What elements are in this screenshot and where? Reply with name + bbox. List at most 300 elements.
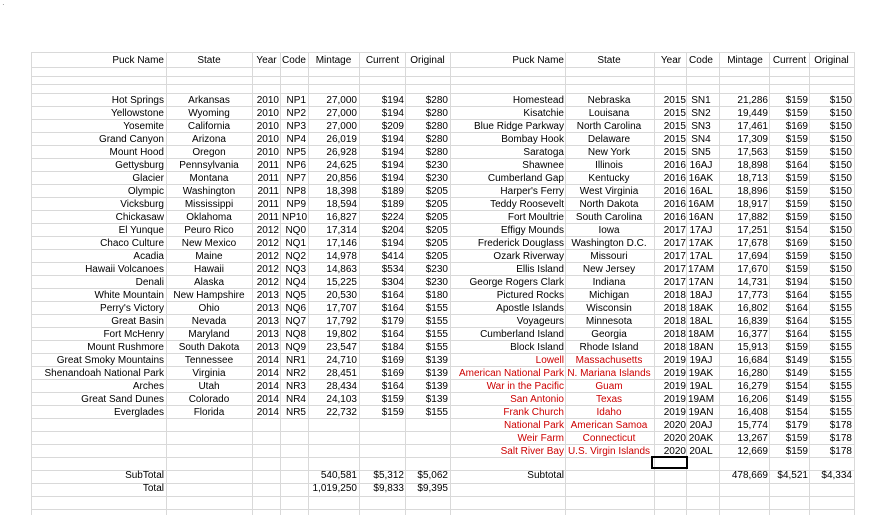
left-subtotal-current[interactable]: $5,312 [373,470,404,481]
left-cell-current[interactable]: $189 [381,199,404,210]
right-cell-code[interactable]: 19AN [688,407,714,418]
left-header-current[interactable]: Current [365,55,400,66]
left-cell-state[interactable]: Mississippi [184,199,234,210]
right-subtotal-mintage[interactable]: 478,669 [731,470,768,481]
right-cell-current[interactable]: $154 [785,225,808,236]
left-cell-name[interactable]: Mount Hood [109,147,164,158]
right-cell-original[interactable]: $150 [829,225,852,236]
left-cell-original[interactable]: $230 [425,277,448,288]
right-cell-original[interactable]: $155 [829,394,852,405]
right-cell-name[interactable]: Pictured Rocks [496,290,564,301]
left-cell-mintage[interactable]: 16,827 [326,212,357,223]
right-cell-mintage[interactable]: 14,731 [737,277,768,288]
left-cell-original[interactable]: $139 [425,355,448,366]
right-cell-year[interactable]: 2018 [663,316,686,327]
left-cell-name[interactable]: Olympic [127,186,164,197]
right-cell-name[interactable]: Effigy Mounds [500,225,564,236]
left-cell-original[interactable]: $139 [425,394,448,405]
right-cell-state[interactable]: N. Mariana Islands [567,368,651,379]
right-cell-code[interactable]: 17AJ [689,225,713,236]
right-cell-name[interactable]: Cumberland Island [480,329,564,340]
left-cell-mintage[interactable]: 23,547 [326,342,357,353]
right-cell-year[interactable]: 2017 [663,251,686,262]
right-cell-year[interactable]: 2015 [663,121,686,132]
left-cell-mintage[interactable]: 18,398 [326,186,357,197]
left-cell-current[interactable]: $164 [381,381,404,392]
right-cell-name[interactable]: Weir Farm [517,433,564,444]
right-cell-state[interactable]: Delaware [587,134,631,145]
right-cell-current[interactable]: $164 [785,290,808,301]
right-cell-original[interactable]: $150 [829,251,852,262]
left-cell-code[interactable]: NQ0 [285,225,306,236]
right-cell-year[interactable]: 2015 [663,134,686,145]
left-cell-year[interactable]: 2012 [256,238,279,249]
right-cell-original[interactable]: $150 [829,199,852,210]
right-cell-name[interactable]: Frederick Douglass [477,238,564,249]
right-cell-state[interactable]: Guam [595,381,623,392]
right-cell-mintage[interactable]: 16,280 [737,368,768,379]
left-cell-original[interactable]: $280 [425,108,448,119]
left-cell-name[interactable]: Glacier [132,173,164,184]
right-cell-original[interactable]: $178 [829,433,852,444]
right-cell-mintage[interactable]: 16,802 [737,303,768,314]
left-header-mintage[interactable]: Mintage [315,55,352,66]
left-cell-mintage[interactable]: 17,314 [326,225,357,236]
left-cell-current[interactable]: $209 [381,121,404,132]
left-cell-code[interactable]: NR2 [285,368,306,379]
right-cell-mintage[interactable]: 17,563 [737,147,768,158]
left-cell-state[interactable]: Oregon [192,147,226,158]
left-cell-name[interactable]: Grand Canyon [98,134,164,145]
left-header-code[interactable]: Code [282,55,306,66]
left-cell-state[interactable]: Ohio [198,303,220,314]
right-cell-name[interactable]: Ozark Riverway [493,251,564,262]
left-cell-current[interactable]: $194 [381,134,404,145]
right-cell-current[interactable]: $159 [785,147,808,158]
left-cell-current[interactable]: $169 [381,355,404,366]
left-cell-year[interactable]: 2013 [256,290,279,301]
right-cell-code[interactable]: 16AJ [689,160,713,171]
left-cell-current[interactable]: $164 [381,329,404,340]
left-cell-current[interactable]: $194 [381,147,404,158]
left-cell-mintage[interactable]: 27,000 [326,121,357,132]
left-cell-mintage[interactable]: 14,978 [326,251,357,262]
right-cell-name[interactable]: Bombay Hook [501,134,564,145]
left-cell-current[interactable]: $164 [381,290,404,301]
right-cell-current[interactable]: $159 [785,95,808,106]
left-cell-state[interactable]: California [187,121,231,132]
right-cell-code[interactable]: SN5 [691,147,711,158]
left-cell-original[interactable]: $205 [425,212,448,223]
left-total-original[interactable]: $9,395 [417,483,448,494]
left-cell-mintage[interactable]: 14,863 [326,264,357,275]
right-cell-year[interactable]: 2015 [663,95,686,106]
right-cell-code[interactable]: 19AM [687,394,715,405]
right-cell-year[interactable]: 2018 [663,303,686,314]
right-cell-name[interactable]: Salt River Bay [500,446,564,457]
right-cell-name[interactable]: American National Park [458,368,564,379]
left-cell-original[interactable]: $205 [425,186,448,197]
right-cell-code[interactable]: 16AK [688,173,714,184]
left-cell-mintage[interactable]: 27,000 [326,95,357,106]
right-cell-state[interactable]: Nebraska [587,95,631,106]
left-cell-mintage[interactable]: 26,928 [326,147,357,158]
left-cell-current[interactable]: $414 [381,251,404,262]
selected-cell[interactable] [651,456,688,469]
right-cell-state[interactable]: American Samoa [570,420,648,431]
left-cell-original[interactable]: $205 [425,225,448,236]
right-cell-original[interactable]: $150 [829,108,852,119]
right-cell-current[interactable]: $159 [785,186,808,197]
left-cell-original[interactable]: $230 [425,264,448,275]
right-cell-name[interactable]: Frank Church [503,407,564,418]
left-cell-current[interactable]: $194 [381,173,404,184]
right-cell-code[interactable]: 19AK [688,368,714,379]
left-cell-name[interactable]: Arches [132,381,164,392]
right-cell-current[interactable]: $164 [785,316,808,327]
right-cell-mintage[interactable]: 17,461 [737,121,768,132]
right-cell-state[interactable]: U.S. Virgin Islands [567,446,651,457]
left-cell-code[interactable]: NQ1 [285,238,306,249]
right-cell-mintage[interactable]: 17,882 [737,212,768,223]
left-cell-code[interactable]: NR1 [285,355,306,366]
right-cell-year[interactable]: 2017 [663,225,686,236]
right-cell-state[interactable]: New York [587,147,631,158]
left-total-current[interactable]: $9,833 [373,483,404,494]
left-subtotal-original[interactable]: $5,062 [417,470,448,481]
left-cell-state[interactable]: Maryland [188,329,230,340]
right-cell-year[interactable]: 2017 [663,264,686,275]
left-cell-mintage[interactable]: 27,000 [326,108,357,119]
right-cell-code[interactable]: SN2 [691,108,711,119]
left-cell-year[interactable]: 2014 [256,355,279,366]
right-cell-current[interactable]: $149 [785,355,808,366]
right-cell-state[interactable]: Missouri [590,251,628,262]
right-cell-original[interactable]: $150 [829,147,852,158]
left-cell-name[interactable]: Great Sand Dunes [81,394,164,405]
left-cell-year[interactable]: 2014 [256,407,279,418]
left-cell-year[interactable]: 2010 [256,134,279,145]
left-cell-name[interactable]: Great Basin [111,316,164,327]
left-cell-code[interactable]: NR5 [285,407,306,418]
right-cell-state[interactable]: Texas [595,394,623,405]
left-cell-original[interactable]: $155 [425,303,448,314]
right-cell-original[interactable]: $150 [829,212,852,223]
right-cell-current[interactable]: $159 [785,212,808,223]
right-cell-state[interactable]: West Virginia [579,186,639,197]
left-cell-name[interactable]: Acadia [133,251,164,262]
right-cell-mintage[interactable]: 16,408 [737,407,768,418]
right-cell-year[interactable]: 2017 [663,238,686,249]
left-subtotal-mintage[interactable]: 540,581 [320,470,357,481]
right-header-code[interactable]: Code [689,55,713,66]
right-cell-current[interactable]: $159 [785,251,808,262]
left-cell-year[interactable]: 2011 [257,160,279,171]
right-cell-state[interactable]: Minnesota [585,316,633,327]
left-cell-original[interactable]: $155 [425,316,448,327]
right-header-mintage[interactable]: Mintage [727,55,763,66]
left-cell-state[interactable]: Nevada [191,316,227,327]
right-cell-code[interactable]: 16AM [687,199,715,210]
right-cell-code[interactable]: SN1 [691,95,711,106]
right-cell-mintage[interactable]: 17,678 [737,238,768,249]
right-cell-mintage[interactable]: 18,917 [737,199,768,210]
right-cell-year[interactable]: 2018 [663,329,686,340]
right-cell-year[interactable]: 2019 [663,368,686,379]
right-cell-original[interactable]: $150 [829,277,852,288]
left-cell-year[interactable]: 2011 [257,173,279,184]
left-cell-code[interactable]: NP2 [286,108,306,119]
right-cell-mintage[interactable]: 15,774 [737,420,768,431]
right-cell-current[interactable]: $149 [785,394,808,405]
right-cell-current[interactable]: $154 [785,407,808,418]
left-cell-mintage[interactable]: 24,625 [326,160,357,171]
left-cell-current[interactable]: $194 [381,95,404,106]
left-cell-code[interactable]: NQ7 [285,316,306,327]
right-cell-name[interactable]: Harper's Ferry [500,186,564,197]
right-cell-name[interactable]: Shawnee [522,160,564,171]
right-cell-original[interactable]: $150 [829,95,852,106]
left-cell-state[interactable]: Peuro Rico [184,225,234,236]
left-cell-code[interactable]: NP3 [286,121,306,132]
left-cell-year[interactable]: 2011 [257,186,279,197]
right-header-name[interactable]: Puck Name [512,55,564,66]
right-cell-year[interactable]: 2016 [663,212,686,223]
left-cell-mintage[interactable]: 22,732 [326,407,357,418]
left-cell-year[interactable]: 2012 [256,225,279,236]
right-cell-name[interactable]: Block Island [510,342,564,353]
right-cell-name[interactable]: Homestead [512,95,564,106]
right-cell-mintage[interactable]: 16,279 [737,381,768,392]
left-cell-year[interactable]: 2010 [256,121,279,132]
right-cell-mintage[interactable]: 16,839 [737,316,768,327]
right-cell-year[interactable]: 2018 [663,290,686,301]
right-cell-current[interactable]: $159 [785,342,808,353]
right-cell-mintage[interactable]: 16,206 [737,394,768,405]
left-cell-original[interactable]: $205 [425,238,448,249]
right-cell-state[interactable]: Illinois [595,160,623,171]
right-cell-current[interactable]: $149 [785,368,808,379]
left-cell-code[interactable]: NP9 [286,199,306,210]
right-cell-current[interactable]: $164 [785,329,808,340]
left-cell-year[interactable]: 2010 [256,108,279,119]
total-label[interactable]: Total [142,483,164,494]
right-cell-mintage[interactable]: 21,286 [737,95,768,106]
left-cell-code[interactable]: NP8 [286,186,306,197]
left-cell-year[interactable]: 2014 [256,368,279,379]
right-cell-name[interactable]: Kisatchie [523,108,564,119]
left-cell-original[interactable]: $230 [425,160,448,171]
left-cell-code[interactable]: NR3 [285,381,306,392]
right-cell-mintage[interactable]: 18,896 [737,186,768,197]
left-cell-mintage[interactable]: 18,594 [326,199,357,210]
left-cell-state[interactable]: Hawaii [193,264,224,275]
right-cell-state[interactable]: Iowa [598,225,620,236]
right-cell-state[interactable]: Wisconsin [586,303,632,314]
left-cell-code[interactable]: NQ6 [285,303,306,314]
right-cell-mintage[interactable]: 16,684 [737,355,768,366]
right-cell-code[interactable]: 17AN [688,277,714,288]
left-cell-year[interactable]: 2014 [256,394,279,405]
left-cell-original[interactable]: $155 [425,342,448,353]
left-cell-state[interactable]: Wyoming [188,108,230,119]
right-cell-state[interactable]: Kentucky [588,173,630,184]
left-header-name[interactable]: Puck Name [112,55,164,66]
right-cell-name[interactable]: Saratoga [523,147,564,158]
right-cell-year[interactable]: 2015 [663,108,686,119]
right-cell-code[interactable]: 18AN [688,342,714,353]
right-subtotal-original[interactable]: $4,334 [821,470,852,481]
right-cell-mintage[interactable]: 17,309 [737,134,768,145]
right-cell-code[interactable]: 20AK [688,433,714,444]
left-cell-year[interactable]: 2010 [256,95,279,106]
right-cell-current[interactable]: $194 [785,277,808,288]
right-cell-original[interactable]: $155 [829,381,852,392]
right-cell-name[interactable]: Blue Ridge Parkway [473,121,564,132]
left-cell-name[interactable]: Hot Springs [111,95,164,106]
right-cell-name[interactable]: Ellis Island [516,264,564,275]
right-cell-state[interactable]: South Carolina [575,212,643,223]
right-cell-name[interactable]: San Antonio [510,394,564,405]
left-cell-original[interactable]: $280 [425,134,448,145]
left-cell-current[interactable]: $534 [381,264,404,275]
left-cell-year[interactable]: 2012 [256,251,279,262]
right-cell-original[interactable]: $155 [829,316,852,327]
right-cell-code[interactable]: 18AK [688,303,714,314]
left-cell-year[interactable]: 2013 [256,303,279,314]
left-cell-code[interactable]: NP1 [286,95,306,106]
right-cell-original[interactable]: $150 [829,134,852,145]
left-cell-state[interactable]: Utah [198,381,220,392]
right-cell-current[interactable]: $154 [785,381,808,392]
left-cell-original[interactable]: $155 [425,407,448,418]
left-cell-name[interactable]: Hawaii Volcanoes [85,264,164,275]
right-cell-code[interactable]: 19AJ [689,355,713,366]
left-cell-code[interactable]: NP10 [282,212,308,223]
left-cell-name[interactable]: Fort McHenry [103,329,164,340]
right-cell-original[interactable]: $150 [829,186,852,197]
left-cell-code[interactable]: NQ5 [285,290,306,301]
right-cell-name[interactable]: War in the Pacific [486,381,564,392]
left-cell-name[interactable]: Vicksburg [120,199,164,210]
left-cell-original[interactable]: $205 [425,251,448,262]
left-cell-code[interactable]: NP7 [286,173,306,184]
right-cell-code[interactable]: 16AN [688,212,714,223]
right-cell-mintage[interactable]: 18,713 [737,173,768,184]
left-cell-current[interactable]: $194 [381,160,404,171]
right-cell-current[interactable]: $159 [785,264,808,275]
left-cell-code[interactable]: NR4 [285,394,306,405]
left-cell-year[interactable]: 2014 [256,381,279,392]
right-cell-year[interactable]: 2019 [663,407,686,418]
right-cell-state[interactable]: Georgia [591,329,627,340]
right-cell-mintage[interactable]: 17,670 [737,264,768,275]
left-cell-state[interactable]: South Dakota [178,342,240,353]
right-cell-state[interactable]: Michigan [588,290,630,301]
left-cell-original[interactable]: $205 [425,199,448,210]
left-cell-current[interactable]: $224 [381,212,404,223]
left-cell-name[interactable]: White Mountain [94,290,164,301]
right-cell-current[interactable]: $159 [785,199,808,210]
right-cell-current[interactable]: $159 [785,446,808,457]
right-cell-code[interactable]: 18AL [689,316,713,327]
right-header-state[interactable]: State [597,55,621,66]
right-subtotal-label[interactable]: Subtotal [527,470,564,481]
right-cell-name[interactable]: Teddy Roosevelt [490,199,564,210]
right-cell-state[interactable]: North Dakota [579,199,639,210]
left-cell-state[interactable]: New Hampshire [173,290,245,301]
left-cell-name[interactable]: Yosemite [123,121,164,132]
right-cell-state[interactable]: North Carolina [576,121,642,132]
left-cell-year[interactable]: 2012 [256,277,279,288]
left-cell-name[interactable]: Denali [135,277,164,288]
right-cell-current[interactable]: $159 [785,134,808,145]
left-cell-code[interactable]: NP4 [286,134,306,145]
left-header-state[interactable]: State [197,55,221,66]
right-subtotal-current[interactable]: $4,521 [777,470,808,481]
left-cell-current[interactable]: $159 [381,394,404,405]
right-cell-original[interactable]: $150 [829,238,852,249]
right-cell-mintage[interactable]: 18,898 [737,160,768,171]
left-cell-current[interactable]: $194 [381,238,404,249]
left-cell-mintage[interactable]: 17,792 [326,316,357,327]
left-cell-name[interactable]: El Yunque [118,225,164,236]
right-cell-year[interactable]: 2019 [663,394,686,405]
right-cell-name[interactable]: Voyageurs [516,316,564,327]
right-cell-mintage[interactable]: 17,251 [737,225,768,236]
left-cell-code[interactable]: NQ8 [285,329,306,340]
left-cell-current[interactable]: $184 [381,342,404,353]
right-cell-name[interactable]: Fort Moultrie [507,212,564,223]
left-header-year[interactable]: Year [256,55,277,66]
left-cell-state[interactable]: Pennsylvania [179,160,239,171]
right-cell-current[interactable]: $164 [785,160,808,171]
left-cell-state[interactable]: Florida [193,407,225,418]
right-cell-state[interactable]: Massachusetts [575,355,643,366]
right-cell-mintage[interactable]: 12,669 [737,446,768,457]
right-cell-code[interactable]: SN3 [691,121,711,132]
left-cell-current[interactable]: $194 [381,108,404,119]
left-cell-name[interactable]: Gettysburg [115,160,164,171]
left-cell-current[interactable]: $304 [381,277,404,288]
right-cell-code[interactable]: 17AL [689,251,713,262]
right-cell-current[interactable]: $179 [785,420,808,431]
left-cell-mintage[interactable]: 19,802 [326,329,357,340]
right-cell-year[interactable]: 2016 [663,173,686,184]
right-cell-year[interactable]: 2016 [663,186,686,197]
right-cell-code[interactable]: 18AM [687,329,715,340]
right-cell-current[interactable]: $164 [785,303,808,314]
left-cell-current[interactable]: $159 [381,407,404,418]
left-cell-year[interactable]: 2013 [256,342,279,353]
left-cell-mintage[interactable]: 20,530 [326,290,357,301]
right-cell-original[interactable]: $150 [829,173,852,184]
right-cell-state[interactable]: Indiana [592,277,626,288]
left-cell-current[interactable]: $204 [381,225,404,236]
right-cell-year[interactable]: 2015 [663,147,686,158]
left-cell-state[interactable]: Colorado [188,394,230,405]
left-cell-state[interactable]: Montana [189,173,229,184]
left-cell-code[interactable]: NQ2 [285,251,306,262]
left-cell-mintage[interactable]: 26,019 [326,134,357,145]
right-cell-current[interactable]: $159 [785,433,808,444]
right-cell-code[interactable]: 19AL [689,381,713,392]
right-cell-code[interactable]: 20AL [689,446,713,457]
left-cell-code[interactable]: NP5 [286,147,306,158]
right-cell-mintage[interactable]: 17,694 [737,251,768,262]
left-cell-state[interactable]: Arizona [192,134,226,145]
left-cell-code[interactable]: NP6 [286,160,306,171]
